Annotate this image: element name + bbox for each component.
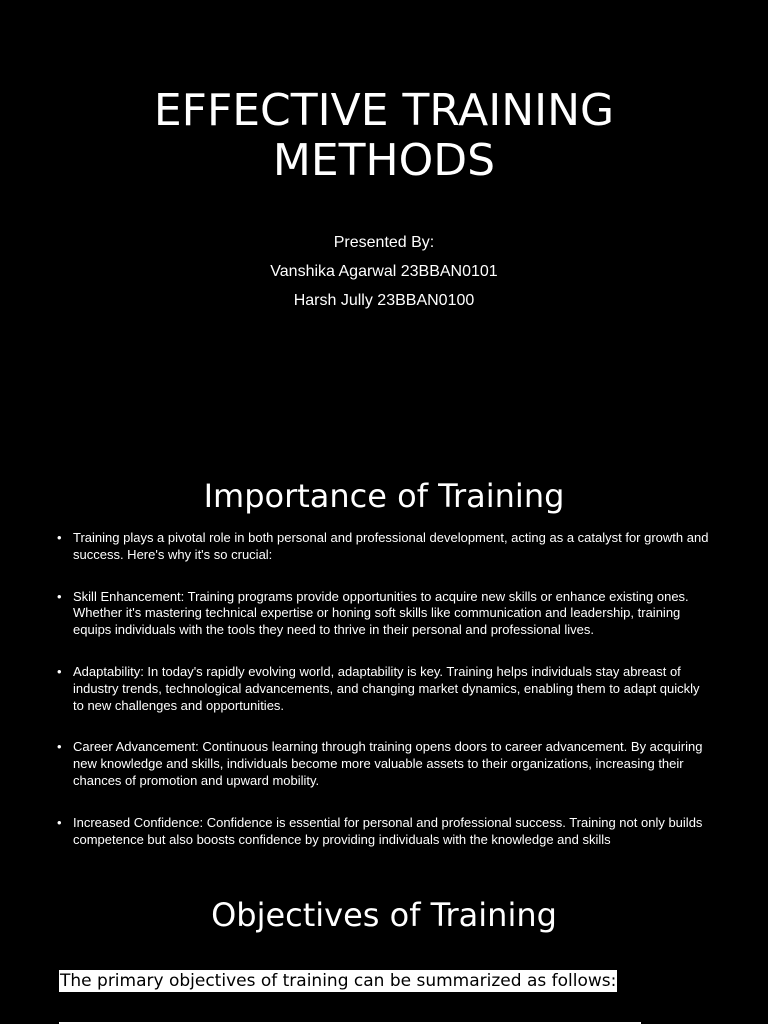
importance-bullet-list bbox=[56, 530, 712, 872]
bullet-item: • Adaptability: In today's rapidly evolving world, adaptability is key. Training helps individuals stay abreast of industry trends, technological advancements, and changing market dynamics, enabling them to adapt quickly to new challenges and opportunities. bbox=[56, 664, 712, 714]
title-slide bbox=[0, 0, 768, 440]
bullet-item: • Increased Confidence: Confidence is essential for personal and professional success. Training not only builds competence but also boosts confidence by providing individuals with the knowledge and skills bbox=[56, 815, 712, 849]
title-line-1: EFFECTIVE TRAINING bbox=[153, 85, 615, 136]
title-line-2: METHODS bbox=[272, 135, 496, 186]
objectives-intro: The primary objectives of training can be summarized as follows: bbox=[60, 971, 617, 991]
bullet-item: • Skill Enhancement: Training programs provide opportunities to acquire new skills or enhance existing ones. Whether it's mastering technical expertise or honing soft skills like communication and leadership, training equips individuals with the tools they need to thrive in their personal and professional lives. bbox=[56, 589, 712, 639]
objectives-title: Objectives of Training bbox=[211, 896, 557, 934]
presented-by-label: Presented By: bbox=[333, 234, 435, 251]
importance-slide bbox=[0, 440, 768, 872]
bullet-item: • Career Advancement: Continuous learning through training opens doors to career advancement. By acquiring new knowledge and skills, individuals become more valuable assets to their organizations, increasing their chances of promotion and upward mobility. bbox=[56, 739, 712, 789]
presenter-1: Vanshika Agarwal 23BBAN0101 bbox=[270, 263, 498, 280]
presentation-title bbox=[0, 86, 768, 186]
bullet-item: • Training plays a pivotal role in both personal and professional development, acting as a catalyst for growth and success. Here's why it's so crucial: bbox=[56, 530, 712, 564]
presenters-block bbox=[0, 228, 768, 315]
importance-title: Importance of Training bbox=[203, 477, 565, 515]
objectives-slide bbox=[0, 872, 768, 1024]
presenter-2: Harsh Jully 23BBAN0100 bbox=[293, 292, 475, 309]
